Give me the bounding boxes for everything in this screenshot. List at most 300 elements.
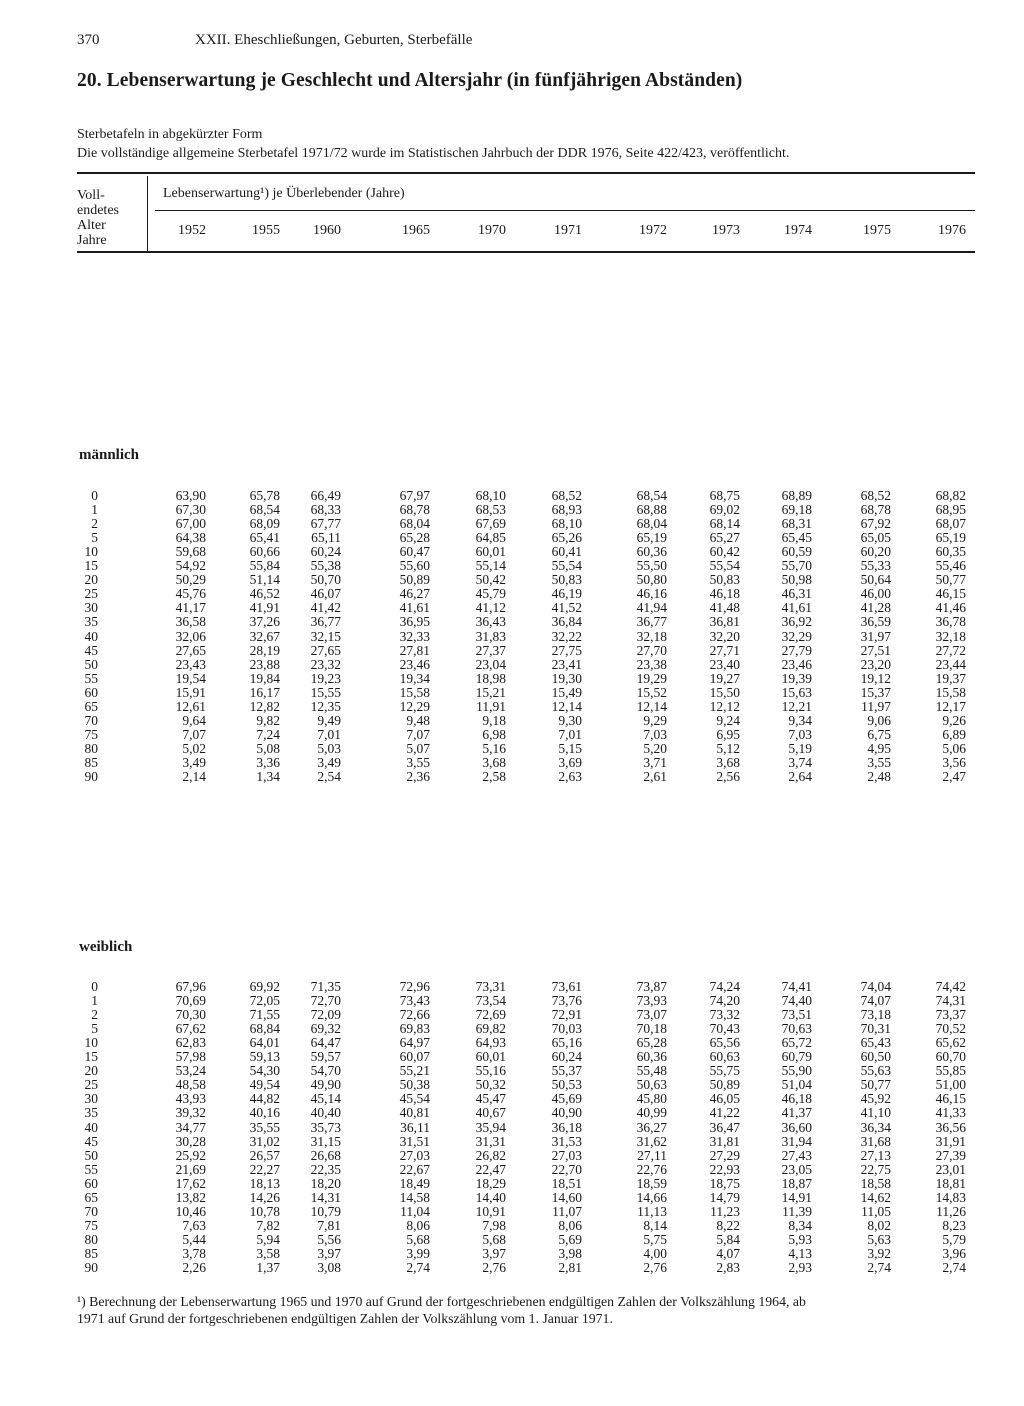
value-cell: 40,81 — [399, 1105, 430, 1121]
value-cell: 67,77 — [310, 516, 341, 532]
value-cell: 22,75 — [860, 1161, 891, 1177]
value-cell: 2,63 — [558, 769, 582, 784]
value-cell: 18,20 — [310, 1175, 341, 1191]
value-cell: 41,42 — [310, 600, 341, 616]
value-cell: 55,21 — [399, 1063, 430, 1079]
value-cell: 27,75 — [551, 642, 582, 658]
value-cell: 3,71 — [643, 754, 667, 770]
table-row — [0, 756, 1024, 770]
value-cell: 65,45 — [781, 530, 812, 546]
value-cell: 2,61 — [643, 769, 667, 784]
value-cell: 19,39 — [781, 670, 812, 686]
value-cell: 36,78 — [935, 614, 966, 630]
value-cell: 9,64 — [182, 712, 206, 728]
value-cell: 41,91 — [249, 600, 280, 616]
age-cell: 50 — [84, 1147, 98, 1163]
value-cell: 5,79 — [942, 1231, 966, 1247]
value-cell: 3,49 — [182, 754, 206, 770]
value-cell: 49,90 — [310, 1077, 341, 1093]
value-cell: 65,78 — [249, 488, 280, 503]
value-cell: 68,14 — [709, 516, 740, 532]
section-label: männlich — [79, 447, 140, 463]
value-cell: 2,58 — [482, 769, 506, 784]
value-cell: 60,07 — [399, 1049, 430, 1065]
value-cell: 15,63 — [781, 684, 812, 700]
value-cell: 36,34 — [860, 1119, 891, 1135]
value-cell: 7,24 — [256, 726, 280, 742]
table-row — [0, 644, 1024, 658]
value-cell: 50,89 — [709, 1077, 740, 1093]
value-cell: 27,71 — [709, 642, 740, 658]
value-cell: 60,66 — [249, 544, 280, 560]
value-cell: 60,79 — [781, 1049, 812, 1065]
age-cell: 10 — [84, 1035, 98, 1051]
value-cell: 41,33 — [935, 1105, 966, 1121]
value-cell: 60,47 — [399, 544, 430, 560]
header-age-label-3: Alter — [77, 218, 106, 233]
age-cell: 25 — [84, 586, 98, 602]
value-cell: 18,58 — [860, 1175, 891, 1191]
value-cell: 68,78 — [399, 502, 430, 518]
value-cell: 36,92 — [781, 614, 812, 630]
value-cell: 31,51 — [399, 1133, 430, 1149]
value-cell: 50,53 — [551, 1077, 582, 1093]
value-cell: 50,77 — [935, 572, 966, 588]
table-row — [0, 1022, 1024, 1036]
value-cell: 71,35 — [310, 979, 341, 994]
value-cell: 3,96 — [942, 1245, 966, 1261]
value-cell: 73,51 — [781, 1007, 812, 1023]
value-cell: 68,78 — [860, 502, 891, 518]
value-cell: 5,56 — [317, 1231, 341, 1247]
value-cell: 22,76 — [636, 1161, 667, 1177]
value-cell: 68,10 — [475, 488, 506, 503]
table-row — [0, 1247, 1024, 1261]
value-cell: 34,77 — [175, 1119, 206, 1135]
value-cell: 68,84 — [249, 1021, 280, 1037]
value-cell: 73,07 — [636, 1007, 667, 1023]
age-cell: 15 — [84, 1049, 98, 1065]
value-cell: 15,55 — [310, 684, 341, 700]
value-cell: 51,00 — [935, 1077, 966, 1093]
value-cell: 60,24 — [310, 544, 341, 560]
value-cell: 57,98 — [175, 1049, 206, 1065]
age-cell: 20 — [84, 1063, 98, 1079]
value-cell: 68,52 — [860, 488, 891, 503]
value-cell: 18,98 — [475, 670, 506, 686]
value-cell: 68,89 — [781, 488, 812, 503]
value-cell: 2,74 — [406, 1260, 430, 1275]
value-cell: 45,79 — [475, 586, 506, 602]
value-cell: 16,17 — [249, 684, 280, 700]
value-cell: 55,85 — [935, 1063, 966, 1079]
value-cell: 5,15 — [558, 740, 582, 756]
value-cell: 41,94 — [636, 600, 667, 616]
age-cell: 85 — [84, 754, 98, 770]
value-cell: 2,74 — [942, 1260, 966, 1275]
value-cell: 64,38 — [175, 530, 206, 546]
value-cell: 6,75 — [867, 726, 891, 742]
value-cell: 15,49 — [551, 684, 582, 700]
value-cell: 72,70 — [310, 993, 341, 1009]
value-cell: 27,79 — [781, 642, 812, 658]
value-cell: 19,27 — [709, 670, 740, 686]
value-cell: 35,94 — [475, 1119, 506, 1135]
value-cell: 60,01 — [475, 1049, 506, 1065]
header-age-label-2: endetes — [77, 203, 119, 218]
value-cell: 65,26 — [551, 530, 582, 546]
value-cell: 9,34 — [788, 712, 812, 728]
value-cell: 40,99 — [636, 1105, 667, 1121]
value-cell: 67,92 — [860, 516, 891, 532]
value-cell: 15,91 — [175, 684, 206, 700]
table-row — [0, 1261, 1024, 1275]
value-cell: 14,62 — [860, 1189, 891, 1205]
footnote-line-2: 1971 auf Grund der fortgeschriebenen endgültigen Zahlen der Volkszählung vom 1. Januar 1971. — [77, 1311, 613, 1326]
value-cell: 9,18 — [482, 712, 506, 728]
value-cell: 55,90 — [781, 1063, 812, 1079]
value-cell: 68,33 — [310, 502, 341, 518]
value-cell: 68,54 — [636, 488, 667, 503]
value-cell: 65,05 — [860, 530, 891, 546]
value-cell: 5,63 — [867, 1231, 891, 1247]
value-cell: 3,68 — [482, 754, 506, 770]
value-cell: 36,81 — [709, 614, 740, 630]
header-bottom-rule — [77, 251, 975, 253]
subtitle-reference: Die vollständige allgemeine Sterbetafel 1971/72 wurde im Statistischen Jahrbuch der DDR 1976, Seite 422/423, veröffentlicht. — [77, 146, 790, 161]
value-cell: 50,80 — [636, 572, 667, 588]
value-cell: 45,14 — [310, 1091, 341, 1107]
value-cell: 2,74 — [867, 1260, 891, 1275]
value-cell: 32,20 — [709, 628, 740, 644]
table-row — [0, 1092, 1024, 1106]
value-cell: 31,81 — [709, 1133, 740, 1149]
value-cell: 2,76 — [643, 1260, 667, 1275]
table-row — [0, 672, 1024, 686]
section-label: weiblich — [79, 939, 133, 955]
table-row — [0, 686, 1024, 700]
value-cell: 27,03 — [399, 1147, 430, 1163]
value-cell: 18,59 — [636, 1175, 667, 1191]
value-cell: 9,48 — [406, 712, 430, 728]
value-cell: 41,37 — [781, 1105, 812, 1121]
value-cell: 46,15 — [935, 1091, 966, 1107]
value-cell: 36,77 — [310, 614, 341, 630]
value-cell: 36,59 — [860, 614, 891, 630]
value-cell: 2,47 — [942, 769, 966, 784]
value-cell: 12,12 — [709, 698, 740, 714]
value-cell: 7,98 — [482, 1217, 506, 1233]
footnote-line-1: ¹) Berechnung der Lebenserwartung 1965 und 1970 auf Grund der fortgeschriebenen endgültigen Zahlen der Volkszählung 1964, ab — [77, 1294, 806, 1309]
value-cell: 23,44 — [935, 656, 966, 672]
value-cell: 5,69 — [558, 1231, 582, 1247]
value-cell: 5,68 — [406, 1231, 430, 1247]
value-cell: 74,42 — [935, 979, 966, 994]
value-cell: 60,01 — [475, 544, 506, 560]
value-cell: 46,05 — [709, 1091, 740, 1107]
age-cell: 2 — [91, 1007, 98, 1023]
value-cell: 25,92 — [175, 1147, 206, 1163]
value-cell: 50,63 — [636, 1077, 667, 1093]
table-row — [0, 531, 1024, 545]
value-cell: 12,17 — [935, 698, 966, 714]
value-cell: 3,56 — [942, 754, 966, 770]
value-cell: 35,55 — [249, 1119, 280, 1135]
value-cell: 22,67 — [399, 1161, 430, 1177]
age-cell: 35 — [84, 1105, 98, 1121]
table-row — [0, 742, 1024, 756]
value-cell: 2,64 — [788, 769, 812, 784]
value-cell: 26,82 — [475, 1147, 506, 1163]
value-cell: 7,03 — [643, 726, 667, 742]
table-row — [0, 573, 1024, 587]
value-cell: 65,72 — [781, 1035, 812, 1051]
value-cell: 3,78 — [182, 1245, 206, 1261]
value-cell: 50,29 — [175, 572, 206, 588]
value-cell: 31,83 — [475, 628, 506, 644]
age-cell: 65 — [84, 1189, 98, 1205]
header-year-10: 1976 — [938, 223, 966, 238]
value-cell: 49,54 — [249, 1077, 280, 1093]
value-cell: 14,66 — [636, 1189, 667, 1205]
value-cell: 9,49 — [317, 712, 341, 728]
value-cell: 66,49 — [310, 488, 341, 503]
value-cell: 68,04 — [399, 516, 430, 532]
age-cell: 75 — [84, 1217, 98, 1233]
value-cell: 45,47 — [475, 1091, 506, 1107]
value-cell: 32,18 — [935, 628, 966, 644]
value-cell: 40,40 — [310, 1105, 341, 1121]
age-cell: 55 — [84, 670, 98, 686]
value-cell: 14,60 — [551, 1189, 582, 1205]
value-cell: 5,20 — [643, 740, 667, 756]
value-cell: 48,58 — [175, 1077, 206, 1093]
value-cell: 60,24 — [551, 1049, 582, 1065]
value-cell: 4,95 — [867, 740, 891, 756]
value-cell: 50,70 — [310, 572, 341, 588]
header-year-0: 1952 — [178, 223, 206, 238]
value-cell: 46,52 — [249, 586, 280, 602]
value-cell: 40,90 — [551, 1105, 582, 1121]
value-cell: 36,27 — [636, 1119, 667, 1135]
value-cell: 18,13 — [249, 1175, 280, 1191]
value-cell: 23,43 — [175, 656, 206, 672]
age-cell: 60 — [84, 1175, 98, 1191]
value-cell: 36,18 — [551, 1119, 582, 1135]
value-cell: 59,57 — [310, 1049, 341, 1065]
value-cell: 70,30 — [175, 1007, 206, 1023]
value-cell: 31,31 — [475, 1133, 506, 1149]
value-cell: 60,59 — [781, 544, 812, 560]
value-cell: 5,84 — [716, 1231, 740, 1247]
value-cell: 27,70 — [636, 642, 667, 658]
value-cell: 11,91 — [476, 698, 506, 714]
value-cell: 15,52 — [636, 684, 667, 700]
table-top-rule — [77, 172, 975, 174]
value-cell: 60,20 — [860, 544, 891, 560]
age-cell: 0 — [91, 488, 98, 503]
value-cell: 72,05 — [249, 993, 280, 1009]
value-cell: 2,48 — [867, 769, 891, 784]
value-cell: 21,69 — [175, 1161, 206, 1177]
table-row — [0, 1177, 1024, 1191]
value-cell: 41,48 — [709, 600, 740, 616]
value-cell: 41,10 — [860, 1105, 891, 1121]
value-cell: 23,04 — [475, 656, 506, 672]
value-cell: 6,98 — [482, 726, 506, 742]
value-cell: 36,77 — [636, 614, 667, 630]
value-cell: 45,76 — [175, 586, 206, 602]
value-cell: 19,54 — [175, 670, 206, 686]
value-cell: 3,68 — [716, 754, 740, 770]
value-cell: 19,29 — [636, 670, 667, 686]
value-cell: 27,43 — [781, 1147, 812, 1163]
age-cell: 15 — [84, 558, 98, 574]
value-cell: 68,52 — [551, 488, 582, 503]
value-cell: 3,55 — [406, 754, 430, 770]
value-cell: 5,93 — [788, 1231, 812, 1247]
value-cell: 37,26 — [249, 614, 280, 630]
value-cell: 2,83 — [716, 1260, 740, 1275]
value-cell: 11,04 — [400, 1203, 430, 1219]
value-cell: 19,23 — [310, 670, 341, 686]
value-cell: 59,68 — [175, 544, 206, 560]
value-cell: 27,51 — [860, 642, 891, 658]
value-cell: 2,36 — [406, 769, 430, 784]
value-cell: 36,56 — [935, 1119, 966, 1135]
value-cell: 45,54 — [399, 1091, 430, 1107]
value-cell: 40,16 — [249, 1105, 280, 1121]
table-row — [0, 1191, 1024, 1205]
value-cell: 32,29 — [781, 628, 812, 644]
value-cell: 72,91 — [551, 1007, 582, 1023]
value-cell: 73,18 — [860, 1007, 891, 1023]
value-cell: 27,03 — [551, 1147, 582, 1163]
value-cell: 64,97 — [399, 1035, 430, 1051]
table-row — [0, 559, 1024, 573]
value-cell: 32,67 — [249, 628, 280, 644]
header-year-3: 1965 — [402, 223, 430, 238]
value-cell: 65,62 — [935, 1035, 966, 1051]
value-cell: 60,36 — [636, 1049, 667, 1065]
value-cell: 55,38 — [310, 558, 341, 574]
header-year-9: 1975 — [863, 223, 891, 238]
value-cell: 72,69 — [475, 1007, 506, 1023]
value-cell: 15,37 — [860, 684, 891, 700]
value-cell: 5,75 — [643, 1231, 667, 1247]
value-cell: 46,18 — [709, 586, 740, 602]
value-cell: 67,62 — [175, 1021, 206, 1037]
value-cell: 4,13 — [788, 1245, 812, 1261]
value-cell: 55,54 — [551, 558, 582, 574]
age-cell: 60 — [84, 684, 98, 700]
value-cell: 50,42 — [475, 572, 506, 588]
value-cell: 45,92 — [860, 1091, 891, 1107]
value-cell: 68,95 — [935, 502, 966, 518]
age-cell: 0 — [91, 979, 98, 994]
value-cell: 54,70 — [310, 1063, 341, 1079]
table-row — [0, 545, 1024, 559]
value-cell: 2,76 — [482, 1260, 506, 1275]
age-cell: 80 — [84, 740, 98, 756]
value-cell: 74,31 — [935, 993, 966, 1009]
value-cell: 55,46 — [935, 558, 966, 574]
table-row — [0, 1064, 1024, 1078]
value-cell: 72,09 — [310, 1007, 341, 1023]
age-cell: 85 — [84, 1245, 98, 1261]
value-cell: 65,27 — [709, 530, 740, 546]
value-cell: 36,11 — [400, 1119, 430, 1135]
value-cell: 73,43 — [399, 993, 430, 1009]
value-cell: 50,38 — [399, 1077, 430, 1093]
value-cell: 67,00 — [175, 516, 206, 532]
value-cell: 32,18 — [636, 628, 667, 644]
value-cell: 9,24 — [716, 712, 740, 728]
table-row — [0, 1149, 1024, 1163]
value-cell: 9,29 — [643, 712, 667, 728]
table-row — [0, 1135, 1024, 1149]
value-cell: 41,61 — [781, 600, 812, 616]
value-cell: 8,14 — [643, 1217, 667, 1233]
age-cell: 35 — [84, 614, 98, 630]
value-cell: 2,26 — [182, 1260, 206, 1275]
value-cell: 5,07 — [406, 740, 430, 756]
value-cell: 2,14 — [182, 769, 206, 784]
value-cell: 74,20 — [709, 993, 740, 1009]
value-cell: 11,97 — [861, 698, 891, 714]
value-cell: 8,34 — [788, 1217, 812, 1233]
age-cell: 20 — [84, 572, 98, 588]
value-cell: 26,57 — [249, 1147, 280, 1163]
value-cell: 8,23 — [942, 1217, 966, 1233]
table-row — [0, 1121, 1024, 1135]
value-cell: 74,41 — [781, 979, 812, 994]
value-cell: 27,65 — [310, 642, 341, 658]
header-year-8: 1974 — [784, 223, 812, 238]
value-cell: 36,95 — [399, 614, 430, 630]
value-cell: 2,56 — [716, 769, 740, 784]
value-cell: 3,58 — [256, 1245, 280, 1261]
value-cell: 23,46 — [399, 656, 430, 672]
table-row — [0, 1036, 1024, 1050]
value-cell: 55,14 — [475, 558, 506, 574]
value-cell: 36,47 — [709, 1119, 740, 1135]
value-cell: 73,32 — [709, 1007, 740, 1023]
subtitle-short-form: Sterbetafeln in abgekürzter Form — [77, 127, 263, 142]
age-cell: 5 — [91, 530, 98, 546]
value-cell: 55,75 — [709, 1063, 740, 1079]
value-cell: 55,60 — [399, 558, 430, 574]
value-cell: 64,01 — [249, 1035, 280, 1051]
value-cell: 70,63 — [781, 1021, 812, 1037]
value-cell: 3,08 — [317, 1260, 341, 1275]
value-cell: 68,54 — [249, 502, 280, 518]
value-cell: 23,46 — [781, 656, 812, 672]
page-number: 370 — [77, 32, 100, 48]
age-cell: 5 — [91, 1021, 98, 1037]
value-cell: 7,01 — [317, 726, 341, 742]
value-cell: 36,43 — [475, 614, 506, 630]
value-cell: 5,68 — [482, 1231, 506, 1247]
value-cell: 63,90 — [175, 488, 206, 503]
value-cell: 51,04 — [781, 1077, 812, 1093]
value-cell: 10,79 — [310, 1203, 341, 1219]
value-cell: 6,89 — [942, 726, 966, 742]
value-cell: 65,41 — [249, 530, 280, 546]
value-cell: 40,67 — [475, 1105, 506, 1121]
table-row — [0, 1233, 1024, 1247]
value-cell: 4,00 — [643, 1245, 667, 1261]
